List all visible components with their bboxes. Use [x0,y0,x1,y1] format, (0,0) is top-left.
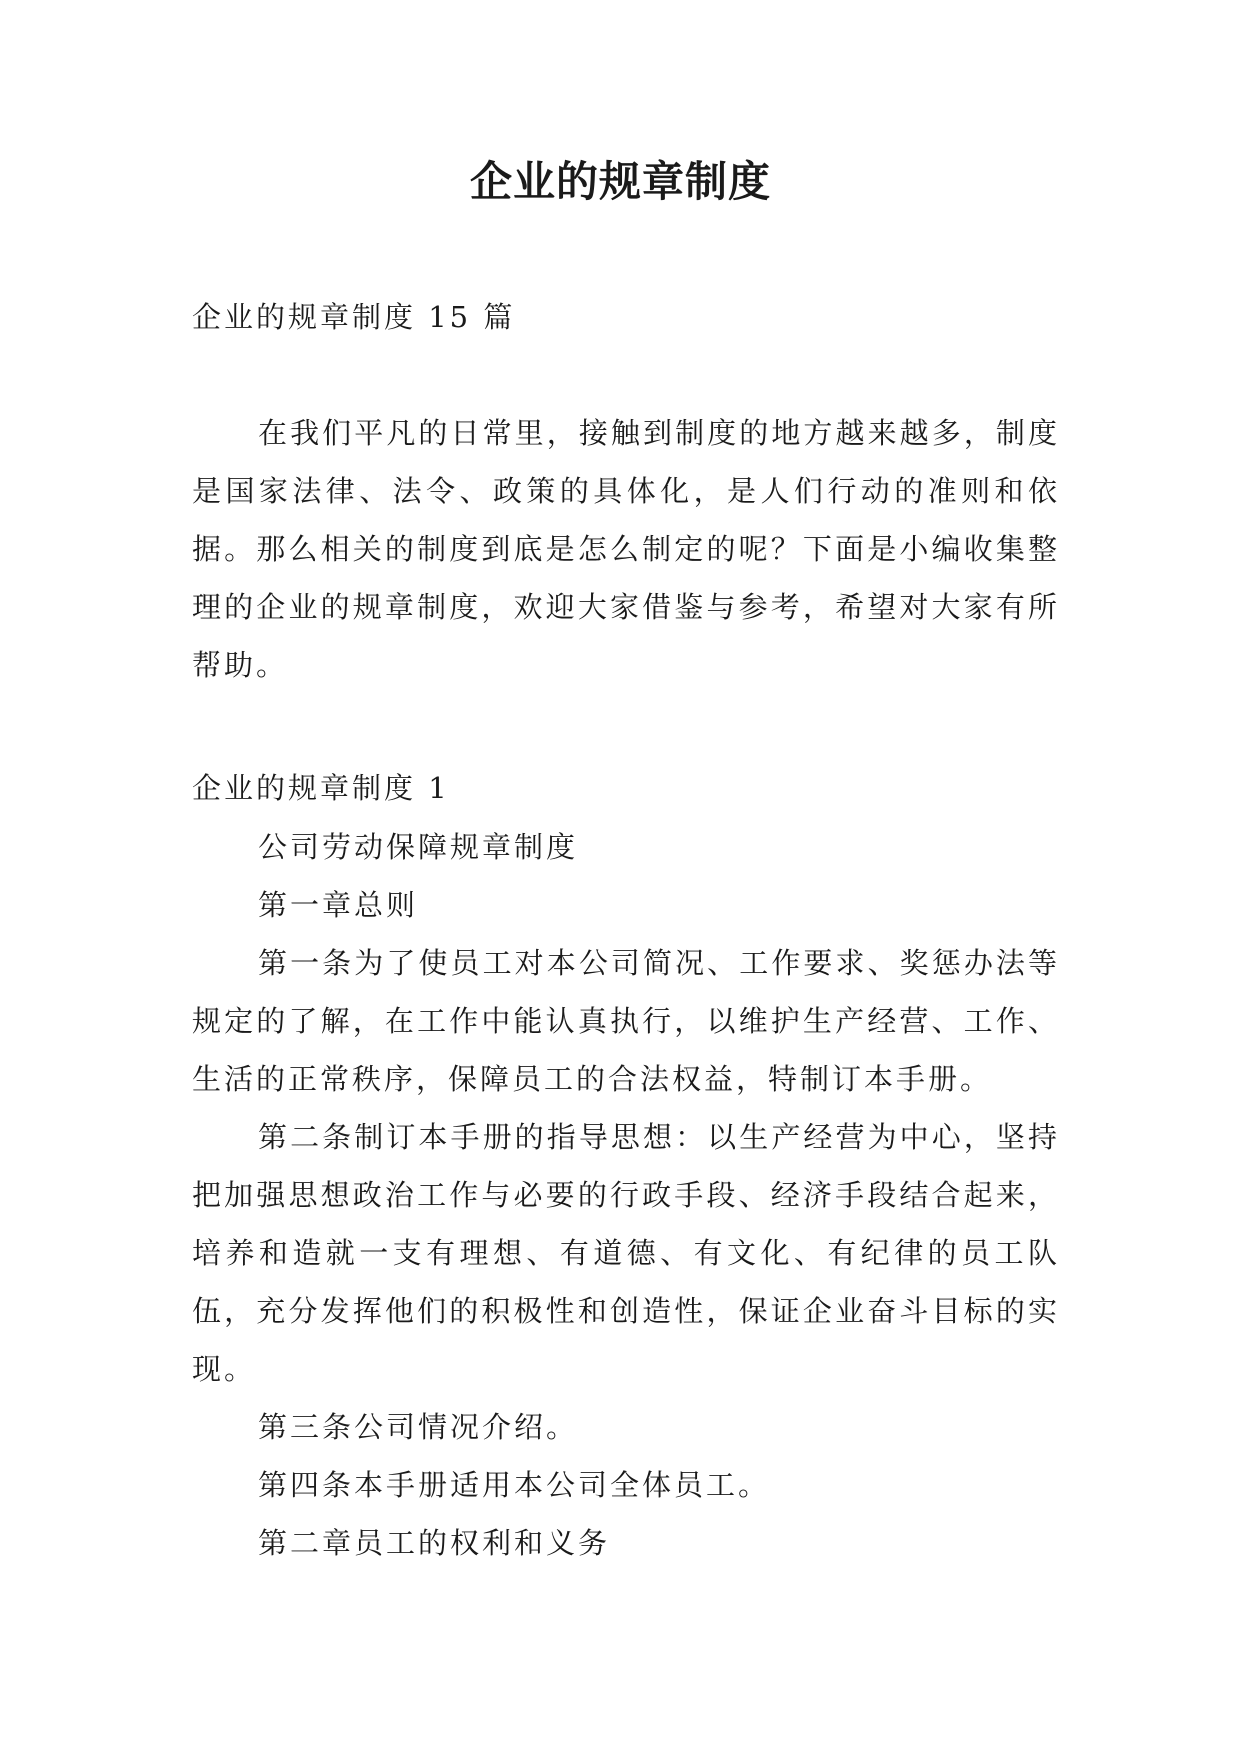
document-title: 企业的规章制度 [469,157,771,206]
paragraph-article-1: 第一条为了使员工对本公司简况、工作要求、奖惩办法等规定的了解，在工作中能认真执行，以维护生产经营、工作、生活的正常秩序，保障员工的合法权益，特制订本手册。 [192,946,1060,1096]
paragraph-article-4: 第四条本手册适用本公司全体员工。 [258,1468,771,1502]
intro-paragraph: 在我们平凡的日常里，接触到制度的地方越来越多，制度是国家法律、法令、政策的具体化，是人们行动的准则和依据。那么相关的制度到底是怎么制定的呢？下面是小编收集整理的企业的规章制度，欢迎大家借鉴与参考，希望对大家有所帮助。 [192,416,1060,682]
paragraph-article-2: 第二条制订本手册的指导思想：以生产经营为中心，坚持把加强思想政治工作与必要的行政手段、经济手段结合起来，培养和造就一支有理想、有道德、有文化、有纪律的员工队伍，充分发挥他们的积极性和创造性，保证企业奋斗目标的实现。 [192,1120,1060,1386]
section-body [192,818,1060,1572]
section-heading: 企业的规章制度 1 [192,771,450,805]
paragraph-chapter-2: 第二章员工的权利和义务 [258,1526,611,1560]
paragraph-chapter-1: 第一章总则 [258,888,419,922]
paragraph-article-3: 第三条公司情况介绍。 [258,1410,579,1444]
paragraph-regulation-title: 公司劳动保障规章制度 [258,830,579,864]
document-subtitle: 企业的规章制度 15 篇 [192,300,516,334]
